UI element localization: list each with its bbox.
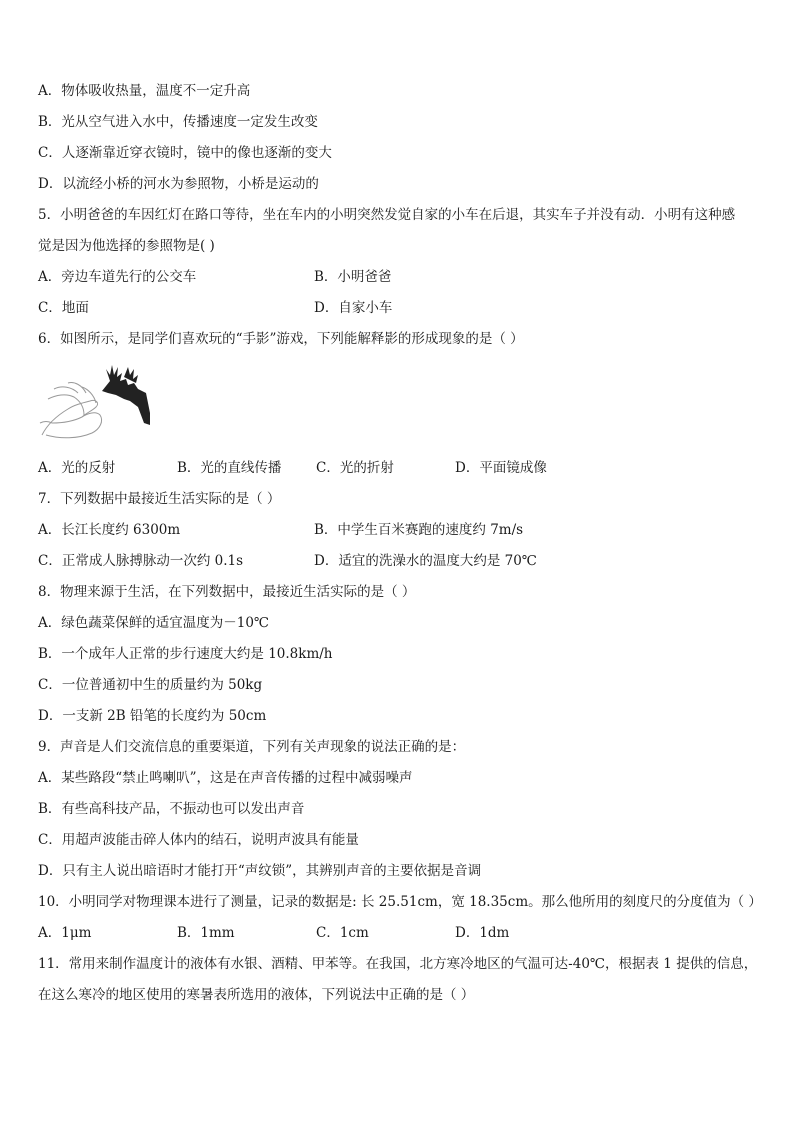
q8-option-a: A．绿色蔬菜保鲜的适宜温度为－10℃	[38, 615, 270, 631]
hand-shadow-deer-image	[38, 363, 158, 443]
q5-option-b: B．小明爸爸	[314, 269, 392, 285]
q5-options-row1	[38, 266, 760, 297]
q10-options-row	[38, 922, 760, 953]
q6-option-c: C．光的折射	[316, 460, 394, 476]
q7-option-a: A．长江长度约 6300m	[38, 522, 181, 538]
q7-options-row1	[38, 519, 760, 550]
q9-option-c: C．用超声波能击碎人体内的结石，说明声波具有能量	[38, 832, 359, 848]
q7-options-row2	[38, 550, 760, 581]
q5-stem-line2: 觉是因为他选择的参照物是( )	[38, 238, 215, 254]
q5-option-d: D．自家小车	[314, 300, 393, 316]
q11-stem-line2: 在这么寒冷的地区使用的寒暑表所选用的液体，下列说法中正确的是（ ）	[38, 987, 475, 1003]
q5-option-c: C．地面	[38, 300, 89, 316]
hand-shadow-figure	[38, 363, 760, 443]
q7-option-c: C．正常成人脉搏脉动一次约 0.1s	[38, 553, 244, 569]
q10-option-a: A．1μm	[38, 925, 92, 941]
q10-stem: 10．小明同学对物理课本进行了测量，记录的数据是: 长 25.51cm，宽 18.35cm。那么他所用的刻度尺的分度值为（ ）	[38, 894, 762, 910]
q4-option-d: D．以流经小桥的河水为参照物，小桥是运动的	[38, 176, 319, 192]
q4-option-a: A．物体吸收热量，温度不一定升高	[38, 83, 251, 99]
q9-option-d: D．只有主人说出暗语时才能打开“声纹锁”，其辨别声音的主要依据是音调	[38, 863, 482, 879]
question-page	[38, 80, 760, 1015]
q11-stem-line1: 11．常用来制作温度计的液体有水银、酒精、甲苯等。在我国，北方寒冷地区的气温可达-40℃，根据表 1 提供的信息，	[38, 956, 758, 972]
q8-option-d: D．一支新 2B 铅笔的长度约为 50cm	[38, 708, 267, 724]
q10-option-b: B．1mm	[177, 925, 235, 941]
q5-option-a: A．旁边车道先行的公交车	[38, 269, 197, 285]
q7-option-b: B．中学生百米赛跑的速度约 7m/s	[314, 522, 524, 538]
q7-option-d: D．适宜的洗澡水的温度大约是 70℃	[314, 553, 537, 569]
q6-option-a: A．光的反射	[38, 460, 116, 476]
q6-options-row	[38, 457, 760, 488]
q10-option-d: D．1dm	[455, 925, 510, 941]
q9-stem: 9．声音是人们交流信息的重要渠道，下列有关声现象的说法正确的是：	[38, 739, 466, 755]
q8-option-b: B．一个成年人正常的步行速度大约是 10.8km/h	[38, 646, 333, 662]
q6-option-b: B．光的直线传播	[177, 460, 282, 476]
q5-options-row2	[38, 297, 760, 328]
q5-stem-line1: 5．小明爸爸的车因红灯在路口等待，坐在车内的小明突然发觉自家的小车在后退，其实车子并没有动．小明有这种感	[38, 207, 736, 223]
q9-option-a: A．某些路段“禁止鸣喇叭”，这是在声音传播的过程中减弱噪声	[38, 770, 413, 786]
q4-option-b: B．光从空气进入水中，传播速度一定发生改变	[38, 114, 318, 130]
q8-option-c: C．一位普通初中生的质量约为 50kg	[38, 677, 263, 693]
q10-option-c: C．1cm	[316, 925, 369, 941]
q9-option-b: B．有些高科技产品，不振动也可以发出声音	[38, 801, 305, 817]
q7-stem: 7．下列数据中最接近生活实际的是（ ）	[38, 491, 281, 507]
q6-option-d: D．平面镜成像	[455, 460, 547, 476]
q6-stem: 6．如图所示，是同学们喜欢玩的“手影”游戏，下列能解释影的形成现象的是（ ）	[38, 331, 524, 347]
q4-option-c: C．人逐渐靠近穿衣镜时，镜中的像也逐渐的变大	[38, 145, 332, 161]
q8-stem: 8．物理来源于生活，在下列数据中，最接近生活实际的是（ ）	[38, 584, 416, 600]
